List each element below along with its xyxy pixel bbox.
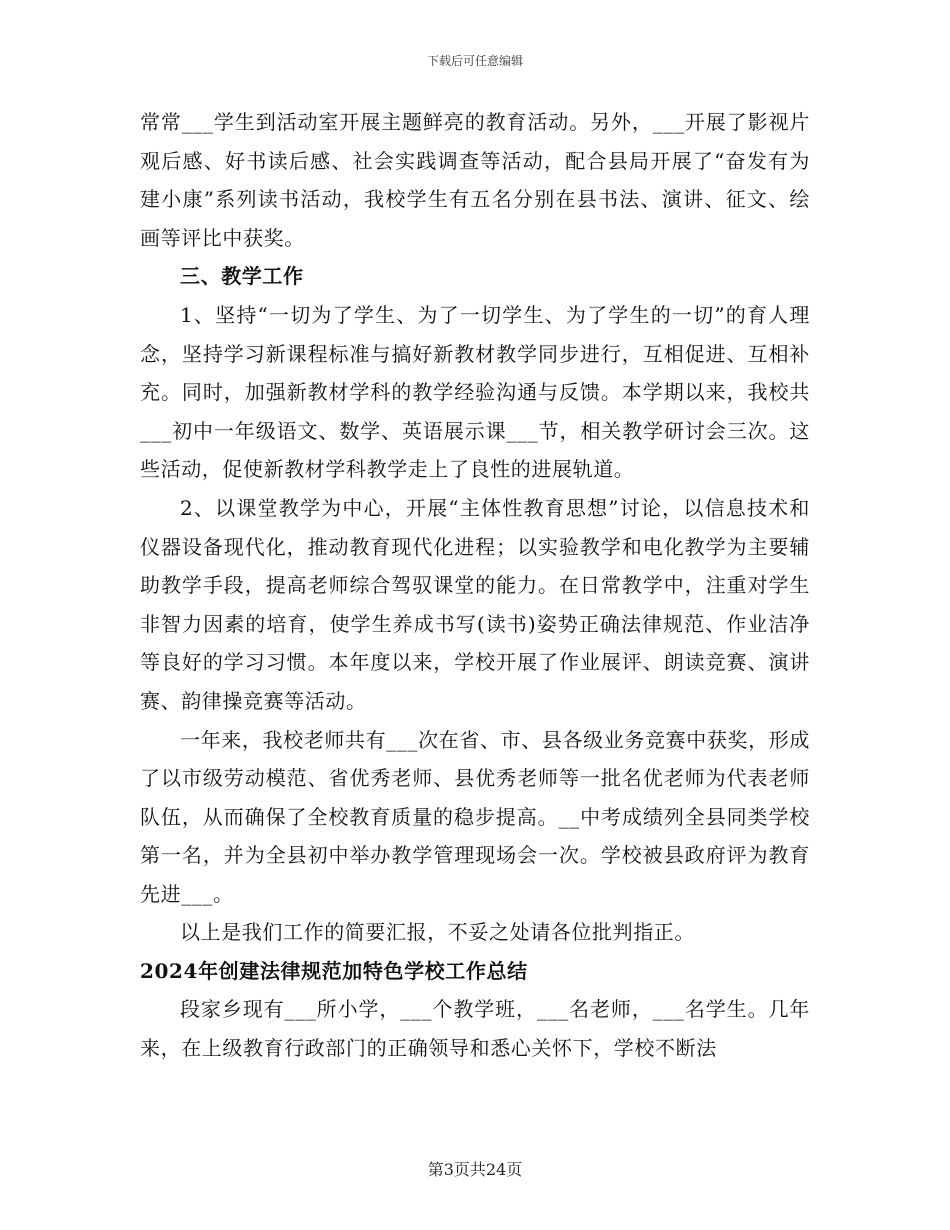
document-title: 2024年创建法律规范加特色学校工作总结 bbox=[140, 959, 528, 984]
page-header: 下载后可任意编辑 bbox=[426, 54, 523, 68]
section-heading-teaching: 三、教学工作 bbox=[180, 264, 304, 289]
paragraph-intro: 段家乡现有___所小学，___个教学班，___名老师，___名学生。几年来，在上级教育行政部门的正确领导和悉心关怀下，学校不断法 bbox=[140, 997, 810, 1060]
paragraph-teaching-1: 1、坚持“一切为了学生、为了一切学生、为了学生的一切”的育人理念，坚持学习新课程标准与搞好新教材教学同步进行，互相促进、互相补充。同时，加强新教材学科的教学经验沟通与反馈。本学期以来，我校共___初中一年级语文、数学、英语展示课___节，相关教学研讨会三次。这些活动，促使新教材学科教学走上了良性的进展轨道。 bbox=[140, 302, 810, 482]
paragraph-activities: 常常___学生到活动室开展主题鲜亮的教育活动。另外，___开展了影视片观后感、好书读后感、社会实践调查等活动，配合县局开展了“奋发有为建小康”系列读书活动，我校学生有五名分别在县书法、演讲、征文、绘画等评比中获奖。 bbox=[140, 110, 810, 250]
paragraph-teacher-awards: 一年来，我校老师共有___次在省、市、县各级业务竞赛中获奖，形成了以市级劳动模范、省优秀老师、县优秀老师等一批名优老师为代表老师队伍，从而确保了全校教育质量的稳步提高。__中考成绩列全县同类学校第一名，并为全县初中举办教学管理现场会一次。学校被县政府评为教育先进___。 bbox=[140, 727, 810, 906]
document-body bbox=[140, 103, 810, 1067]
page-number: 第3页共24页 bbox=[427, 1160, 523, 1179]
paragraph-closing: 以上是我们工作的简要汇报，不妥之处请各位批判指正。 bbox=[180, 920, 695, 945]
paragraph-teaching-2: 2、以课堂教学为中心，开展“主体性教育思想”讨论，以信息技术和仪器设备现代化，推动教育现代化进程；以实验教学和电化教学为主要辅助教学手段，提高老师综合驾驭课堂的能力。在日常教学中，注重对学生非智力因素的培育，使学生养成书写(读书)姿势正确法律规范、作业洁净等良好的学习习惯。本年度以来，学校开展了作业展评、朗读竞赛、演讲赛、韵律操竞赛等活动。 bbox=[140, 495, 810, 713]
